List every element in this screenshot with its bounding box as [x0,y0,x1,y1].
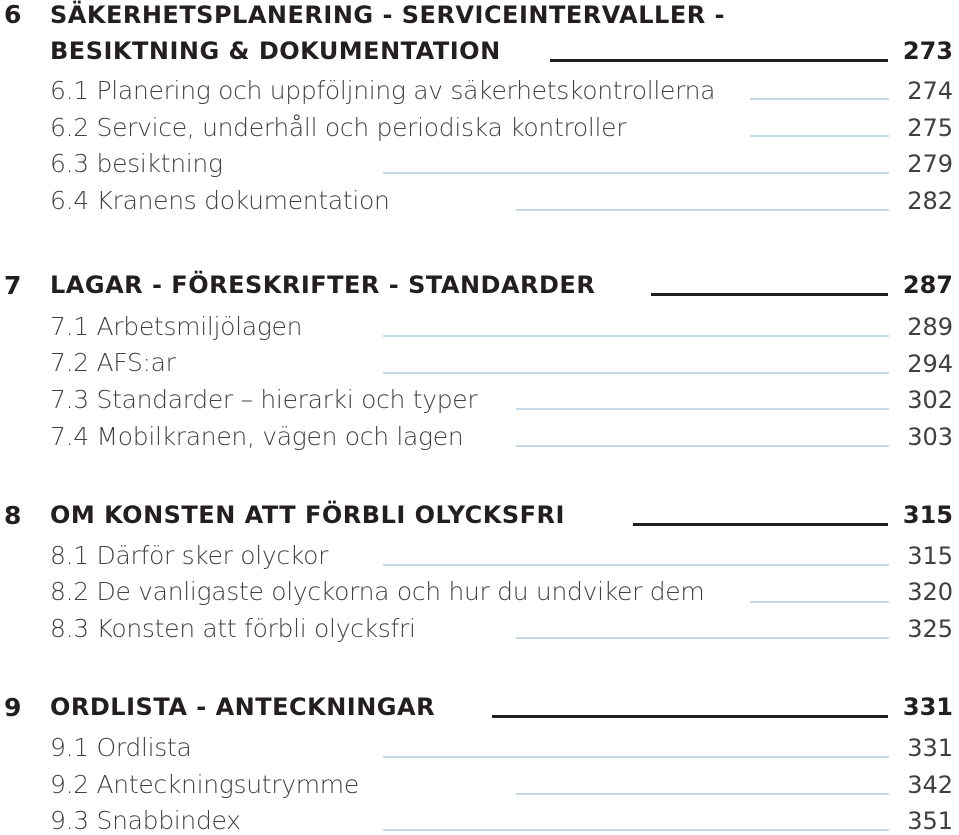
toc-item-page: 289 [907,313,953,341]
toc-item-label: 9.1 Ordlista [50,733,192,762]
toc-item-leader-line [383,756,889,758]
toc-item-page: 342 [907,771,953,799]
chapter-title: LAGAR - FÖRESKRIFTER - STANDARDER [50,271,596,299]
toc-item-leader-line [750,98,889,100]
toc-item-leader-line [383,829,889,831]
chapter-number: 7 [4,271,22,300]
toc-item-leader-line [750,601,889,603]
toc-item-leader-line [383,564,889,566]
chapter-leader-line [651,293,888,296]
toc-item-leader-line [516,637,889,639]
toc-item-label: 6.3 besiktning [50,149,223,178]
toc-item-label: 6.2 Service, underhåll och periodiska kontroller [50,113,627,142]
toc-item-leader-line [516,408,889,410]
toc-item-page: 315 [907,542,953,570]
chapter-number: 9 [4,693,22,722]
toc-item-leader-line [383,335,889,337]
toc-item-label: 8.1 Därför sker olyckor [50,541,329,570]
chapter-number: 6 [4,0,22,29]
toc-item-label: 9.3 Snabbindex [50,806,241,835]
toc-item-page: 294 [907,350,953,378]
chapter-title: ORDLISTA - ANTECKNINGAR [50,693,436,721]
toc-item-label: 9.2 Anteckningsutrymme [50,770,359,799]
chapter-title-line1: SÄKERHETSPLANERING - SERVICEINTERVALLER - [50,1,726,29]
toc-item-page: 302 [907,386,953,414]
toc-item-label: 7.3 Standarder – hierarki och typer [50,385,478,414]
chapter-page: 287 [902,271,953,299]
chapter-leader-line [633,523,888,526]
toc-item-label: 8.3 Konsten att förbli olycksfri [50,614,416,643]
toc-item-page: 275 [907,114,953,142]
chapter-page: 331 [902,693,953,721]
toc-item-leader-line [516,445,889,447]
toc-item-leader-line [516,793,889,795]
toc-item-page: 303 [907,423,953,451]
toc-item-page: 279 [907,150,953,178]
toc-item-label: 6.4 Kranens dokumentation [50,186,390,215]
toc-item-label: 7.4 Mobilkranen, vägen och lagen [50,422,464,451]
chapter-title: OM KONSTEN ATT FÖRBLI OLYCKSFRI [50,501,565,529]
chapter-page: 273 [902,37,953,65]
toc-item-page: 282 [907,187,953,215]
chapter-title-line2: BESIKTNING & DOKUMENTATION [50,37,501,65]
chapter-leader-line [550,59,888,62]
chapter-number: 8 [4,501,22,530]
toc-item-label: 7.2 AFS:ar [50,348,176,377]
toc-item-page: 351 [907,807,953,835]
toc-item-label: 7.1 Arbetsmiljölagen [50,312,303,341]
toc-item-page: 331 [907,734,953,762]
chapter-page: 315 [902,501,953,529]
toc-item-page: 325 [907,615,953,643]
toc-item-page: 274 [907,77,953,105]
toc-item-label: 8.2 De vanligaste olyckorna och hur du undviker dem [50,577,705,606]
toc-item-page: 320 [907,578,953,606]
toc-item-leader-line [383,372,889,374]
toc-item-label: 6.1 Planering och uppföljning av säkerhetskontrollerna [50,76,716,105]
toc-item-leader-line [516,209,889,211]
toc-item-leader-line [750,135,889,137]
chapter-leader-line [492,715,888,718]
toc-item-leader-line [383,172,889,174]
